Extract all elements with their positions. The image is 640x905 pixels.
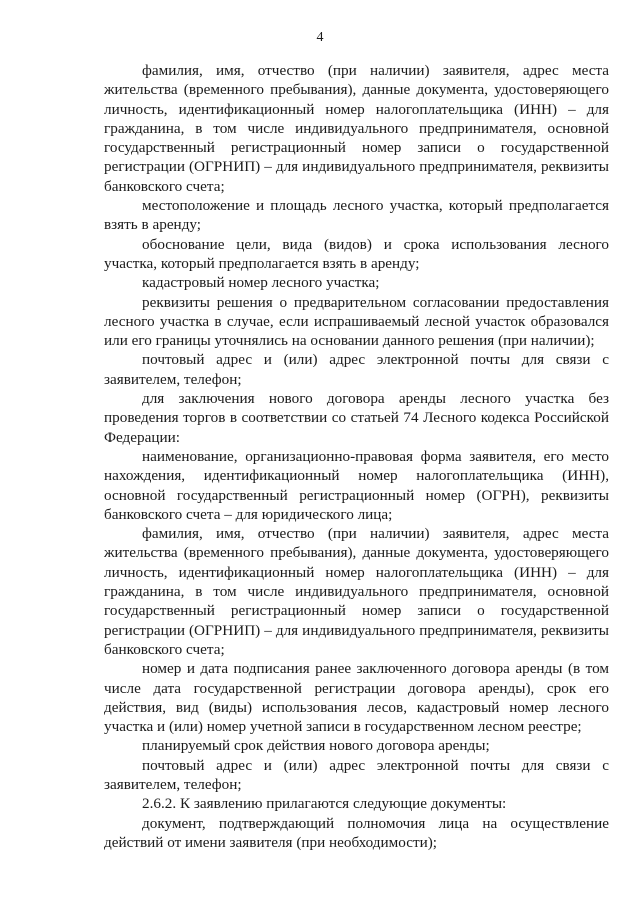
page-number: 4 [316, 30, 324, 45]
paragraph-location-and-area: местоположение и площадь лесного участка, который предполагается взять в аренду; [104, 197, 609, 234]
paragraph-applicant-citizen-details-2: фамилия, имя, отчество (при наличии) заявителя, адрес места жительства (временного пребывания), данные документа, удостоверяющего личность, идентификационный номер налогоплательщика (ИНН) – для гражданина, в том числе индивидуального предпринимателя, основной государственный регистрационный номер записи о государственной регистрации (ОГРНИП) – для индивидуального предпринимателя, реквизиты банковского счета; [104, 525, 609, 658]
paragraph-applicant-citizen-details: фамилия, имя, отчество (при наличии) заявителя, адрес места жительства (временного пребывания), данные документа, удостоверяющего личность, идентификационный номер налогоплательщика (ИНН) – для гражданина, в том числе индивидуального предпринимателя, основной государственный регистрационный номер записи о государственной регистрации (ОГРНИП) – для индивидуального предпринимателя, реквизиты банковского счета; [104, 62, 609, 195]
paragraph-planned-term: планируемый срок действия нового договора аренды; [142, 737, 490, 755]
paragraph-section-2-6-2: 2.6.2. К заявлению прилагаются следующие документы: [142, 795, 507, 813]
paragraph-contact-details-2: почтовый адрес и (или) адрес электронной почты для связи с заявителем, телефон; [104, 756, 609, 793]
paragraph-legal-entity-details: наименование, организационно-правовая форма заявителя, его место нахождения, идентификационный номер налогоплательщика (ИНН), основной государственный регистрационный номер (ОГРН), реквизиты банковского счета – для юридического лица; [104, 447, 609, 523]
paragraph-authority-document: документ, подтверждающий полномочия лица на осуществление действий от имени заявителя (при необходимости); [104, 814, 609, 851]
paragraph-new-lease-heading: для заключения нового договора аренды лесного участка без проведения торгов в соответствии со статьей 74 Лесного кодекса Российской Федерации: [104, 390, 609, 446]
paragraph-cadastral-number: кадастровый номер лесного участка; [142, 274, 380, 292]
paragraph-purpose-justification: обоснование цели, вида (видов) и срока использования лесного участка, который предполагается взять в аренду; [104, 235, 609, 272]
paragraph-contact-details: почтовый адрес и (или) адрес электронной почты для связи с заявителем, телефон; [104, 351, 609, 388]
paragraph-previous-lease-details: номер и дата подписания ранее заключенного договора аренды (в том числе дата государственной регистрации договора аренды), срок его действия, вид (виды) использования лесов, кадастровый номер лесного участка и (или) номер учетной записи в государственном лесном реестре; [104, 660, 609, 736]
document-body [104, 61, 609, 852]
paragraph-preliminary-approval: реквизиты решения о предварительном согласовании предоставления лесного участка в случае, если испрашиваемый лесной участок образовался или его границы уточнялись на основании данного решения (при наличии); [104, 293, 609, 350]
